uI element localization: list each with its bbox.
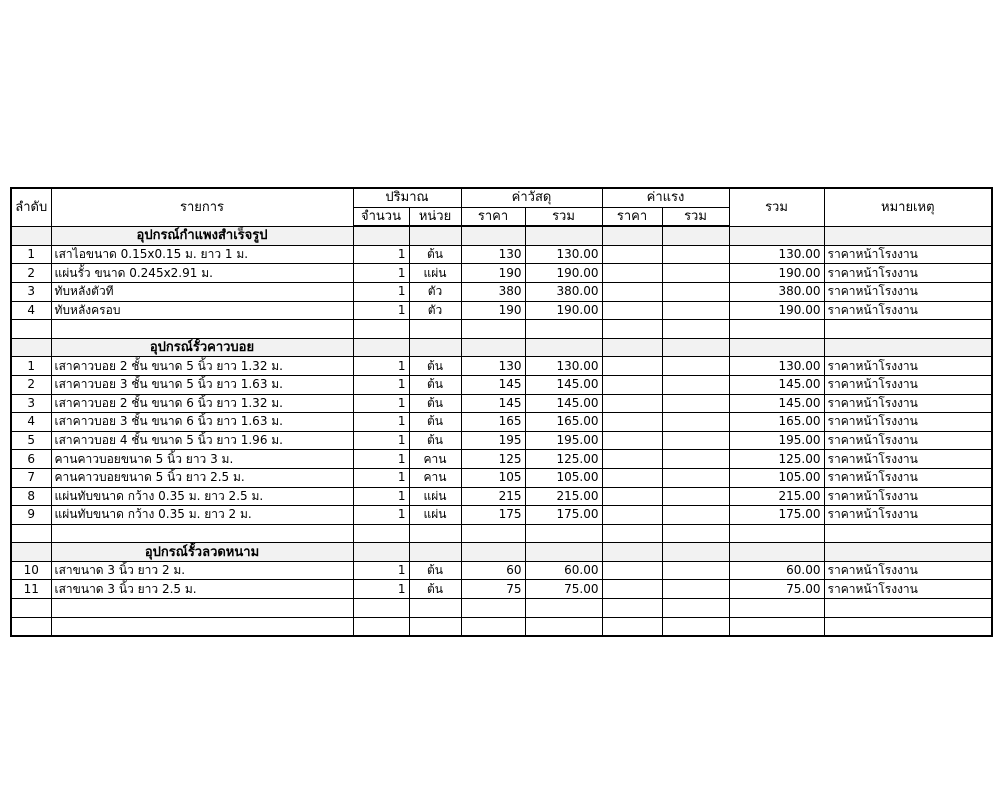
table-row	[11, 487, 992, 506]
cell-material-price: 380	[461, 282, 525, 301]
empty-cell	[662, 543, 729, 562]
cell-item: เสาคาวบอย 3 ชั้น ขนาด 6 นิ้ว ยาว 1.63 ม.	[51, 413, 353, 432]
cell-labor-price	[602, 506, 662, 525]
cell-remark: ราคาหน้าโรงงาน	[824, 282, 992, 301]
empty-cell	[11, 617, 51, 636]
cell-material-price: 125	[461, 450, 525, 469]
cell-unit: ต้น	[409, 413, 461, 432]
empty-cell	[51, 617, 353, 636]
header-qty-unit: หน่วย	[409, 207, 461, 226]
empty-cell	[51, 599, 353, 618]
cell-total: 190.00	[729, 301, 824, 320]
cell-item: แผ่นทับขนาด กว้าง 0.35 ม. ยาว 2 ม.	[51, 506, 353, 525]
cell-labor-price	[602, 413, 662, 432]
empty-cell	[11, 524, 51, 543]
empty-cell	[662, 617, 729, 636]
empty-cell	[461, 617, 525, 636]
cell-qty: 1	[353, 245, 409, 264]
cell-qty: 1	[353, 506, 409, 525]
cell-no: 11	[11, 580, 51, 599]
cell-material-price: 145	[461, 394, 525, 413]
cell-no: 6	[11, 450, 51, 469]
blank-row	[11, 617, 992, 636]
empty-cell	[729, 617, 824, 636]
empty-cell	[409, 226, 461, 245]
cell-material-price: 130	[461, 245, 525, 264]
cell-unit: ต้น	[409, 357, 461, 376]
cell-qty: 1	[353, 450, 409, 469]
header-no: ลำดับ	[11, 188, 51, 226]
empty-cell	[824, 524, 992, 543]
table-row	[11, 413, 992, 432]
empty-cell	[662, 338, 729, 357]
blank-row	[11, 524, 992, 543]
cell-labor-price	[602, 282, 662, 301]
cell-labor-price	[602, 431, 662, 450]
cell-remark: ราคาหน้าโรงงาน	[824, 301, 992, 320]
cell-qty: 1	[353, 394, 409, 413]
empty-cell	[11, 226, 51, 245]
table-row	[11, 506, 992, 525]
empty-cell	[824, 543, 992, 562]
cell-unit: ต้น	[409, 561, 461, 580]
empty-cell	[602, 320, 662, 339]
empty-cell	[461, 226, 525, 245]
cell-item: เสาคาวบอย 2 ชั้น ขนาด 5 นิ้ว ยาว 1.32 ม.	[51, 357, 353, 376]
empty-cell	[525, 226, 602, 245]
table-row	[11, 282, 992, 301]
cell-no: 10	[11, 561, 51, 580]
cell-item: เสาขนาด 3 นิ้ว ยาว 2.5 ม.	[51, 580, 353, 599]
cell-item: คานคาวบอยขนาด 5 นิ้ว ยาว 2.5 ม.	[51, 468, 353, 487]
cell-labor-price	[602, 357, 662, 376]
cell-total: 215.00	[729, 487, 824, 506]
empty-cell	[51, 320, 353, 339]
table-row	[11, 431, 992, 450]
cell-no: 2	[11, 375, 51, 394]
empty-cell	[602, 226, 662, 245]
cell-material-price: 60	[461, 561, 525, 580]
cell-item: ทับหลังครอบ	[51, 301, 353, 320]
empty-cell	[525, 338, 602, 357]
cell-item: เสาขนาด 3 นิ้ว ยาว 2 ม.	[51, 561, 353, 580]
section-header-row	[11, 226, 992, 245]
empty-cell	[461, 524, 525, 543]
cell-material-price: 215	[461, 487, 525, 506]
table-row	[11, 375, 992, 394]
header-labor-price: ราคา	[602, 207, 662, 226]
cell-no: 7	[11, 468, 51, 487]
cell-material-price: 195	[461, 431, 525, 450]
cell-material-total: 190.00	[525, 264, 602, 283]
empty-cell	[409, 599, 461, 618]
cell-total: 60.00	[729, 561, 824, 580]
cell-remark: ราคาหน้าโรงงาน	[824, 245, 992, 264]
empty-cell	[824, 617, 992, 636]
cell-qty: 1	[353, 282, 409, 301]
cell-no: 9	[11, 506, 51, 525]
cell-remark: ราคาหน้าโรงงาน	[824, 561, 992, 580]
cell-unit: คาน	[409, 450, 461, 469]
empty-cell	[11, 320, 51, 339]
table-row	[11, 357, 992, 376]
section-title: อุปกรณ์กำแพงสำเร็จรูป	[51, 226, 353, 245]
cell-labor-total	[662, 375, 729, 394]
table-row	[11, 301, 992, 320]
cell-material-total: 145.00	[525, 394, 602, 413]
cell-remark: ราคาหน้าโรงงาน	[824, 450, 992, 469]
cell-material-total: 165.00	[525, 413, 602, 432]
cell-labor-total	[662, 431, 729, 450]
cell-unit: ตัว	[409, 301, 461, 320]
cell-labor-price	[602, 487, 662, 506]
cell-material-total: 130.00	[525, 245, 602, 264]
header-labor-total: รวม	[662, 207, 729, 226]
cell-labor-price	[602, 394, 662, 413]
section-title: อุปกรณ์รั้วลวดหนาม	[51, 543, 353, 562]
cell-labor-total	[662, 450, 729, 469]
cell-material-total: 130.00	[525, 357, 602, 376]
header-qty-amount: จำนวน	[353, 207, 409, 226]
empty-cell	[353, 338, 409, 357]
empty-cell	[409, 543, 461, 562]
cell-material-total: 175.00	[525, 506, 602, 525]
cell-qty: 1	[353, 413, 409, 432]
cell-labor-price	[602, 468, 662, 487]
empty-cell	[729, 226, 824, 245]
cell-material-price: 190	[461, 264, 525, 283]
table-row	[11, 561, 992, 580]
cell-material-total: 380.00	[525, 282, 602, 301]
cell-material-price: 175	[461, 506, 525, 525]
cell-unit: คาน	[409, 468, 461, 487]
cell-labor-total	[662, 282, 729, 301]
section-header-row	[11, 543, 992, 562]
empty-cell	[729, 338, 824, 357]
cell-no: 3	[11, 394, 51, 413]
cell-no: 3	[11, 282, 51, 301]
cell-labor-total	[662, 487, 729, 506]
cell-total: 165.00	[729, 413, 824, 432]
empty-cell	[729, 524, 824, 543]
cell-labor-price	[602, 580, 662, 599]
empty-cell	[409, 524, 461, 543]
empty-cell	[602, 524, 662, 543]
cell-remark: ราคาหน้าโรงงาน	[824, 357, 992, 376]
cell-total: 125.00	[729, 450, 824, 469]
cell-labor-total	[662, 468, 729, 487]
cell-remark: ราคาหน้าโรงงาน	[824, 580, 992, 599]
cell-material-price: 190	[461, 301, 525, 320]
cell-qty: 1	[353, 264, 409, 283]
cell-material-total: 75.00	[525, 580, 602, 599]
blank-row	[11, 599, 992, 618]
cell-labor-price	[602, 375, 662, 394]
empty-cell	[602, 617, 662, 636]
price-table	[10, 187, 993, 637]
empty-cell	[353, 599, 409, 618]
header-material-price: ราคา	[461, 207, 525, 226]
cell-unit: แผ่น	[409, 264, 461, 283]
cell-total: 105.00	[729, 468, 824, 487]
cell-unit: แผ่น	[409, 487, 461, 506]
cell-labor-total	[662, 413, 729, 432]
price-list-sheet	[10, 187, 993, 637]
cell-material-price: 75	[461, 580, 525, 599]
cell-material-price: 165	[461, 413, 525, 432]
empty-cell	[353, 226, 409, 245]
cell-qty: 1	[353, 431, 409, 450]
cell-qty: 1	[353, 301, 409, 320]
header-labor: ค่าแรง	[602, 188, 729, 207]
cell-labor-price	[602, 301, 662, 320]
cell-total: 175.00	[729, 506, 824, 525]
cell-qty: 1	[353, 487, 409, 506]
cell-qty: 1	[353, 375, 409, 394]
cell-remark: ราคาหน้าโรงงาน	[824, 487, 992, 506]
cell-material-total: 195.00	[525, 431, 602, 450]
empty-cell	[602, 338, 662, 357]
cell-unit: ต้น	[409, 580, 461, 599]
cell-item: แผ่นรั้ว ขนาด 0.245x2.91 ม.	[51, 264, 353, 283]
cell-remark: ราคาหน้าโรงงาน	[824, 506, 992, 525]
empty-cell	[662, 599, 729, 618]
cell-total: 75.00	[729, 580, 824, 599]
cell-total: 145.00	[729, 394, 824, 413]
cell-total: 130.00	[729, 357, 824, 376]
table-body	[11, 226, 992, 636]
cell-material-price: 130	[461, 357, 525, 376]
empty-cell	[11, 599, 51, 618]
cell-unit: ต้น	[409, 431, 461, 450]
empty-cell	[409, 338, 461, 357]
cell-item: เสาคาวบอย 2 ชั้น ขนาด 6 นิ้ว ยาว 1.32 ม.	[51, 394, 353, 413]
cell-remark: ราคาหน้าโรงงาน	[824, 431, 992, 450]
empty-cell	[525, 543, 602, 562]
empty-cell	[51, 524, 353, 543]
header-quantity: ปริมาณ	[353, 188, 461, 207]
cell-no: 4	[11, 413, 51, 432]
cell-item: เสาไอขนาด 0.15x0.15 ม. ยาว 1 ม.	[51, 245, 353, 264]
table-row	[11, 468, 992, 487]
table-row	[11, 580, 992, 599]
empty-cell	[525, 524, 602, 543]
empty-cell	[525, 320, 602, 339]
cell-no: 8	[11, 487, 51, 506]
cell-remark: ราคาหน้าโรงงาน	[824, 468, 992, 487]
cell-labor-total	[662, 561, 729, 580]
cell-material-total: 105.00	[525, 468, 602, 487]
table-row	[11, 264, 992, 283]
cell-qty: 1	[353, 561, 409, 580]
blank-row	[11, 320, 992, 339]
empty-cell	[461, 338, 525, 357]
empty-cell	[353, 543, 409, 562]
table-row	[11, 450, 992, 469]
cell-no: 1	[11, 245, 51, 264]
empty-cell	[824, 338, 992, 357]
empty-cell	[461, 543, 525, 562]
empty-cell	[353, 617, 409, 636]
cell-unit: ต้น	[409, 394, 461, 413]
cell-labor-price	[602, 561, 662, 580]
cell-labor-price	[602, 264, 662, 283]
cell-labor-total	[662, 357, 729, 376]
empty-cell	[409, 617, 461, 636]
empty-cell	[461, 320, 525, 339]
cell-labor-total	[662, 506, 729, 525]
cell-material-total: 60.00	[525, 561, 602, 580]
cell-qty: 1	[353, 468, 409, 487]
empty-cell	[353, 320, 409, 339]
table-row	[11, 394, 992, 413]
empty-cell	[525, 617, 602, 636]
empty-cell	[461, 599, 525, 618]
cell-no: 2	[11, 264, 51, 283]
header-material: ค่าวัสดุ	[461, 188, 602, 207]
cell-no: 1	[11, 357, 51, 376]
empty-cell	[729, 543, 824, 562]
empty-cell	[525, 599, 602, 618]
cell-material-total: 190.00	[525, 301, 602, 320]
cell-item: คานคาวบอยขนาด 5 นิ้ว ยาว 3 ม.	[51, 450, 353, 469]
empty-cell	[729, 320, 824, 339]
section-title: อุปกรณ์รั้วคาวบอย	[51, 338, 353, 357]
empty-cell	[824, 599, 992, 618]
empty-cell	[729, 599, 824, 618]
cell-total: 190.00	[729, 264, 824, 283]
cell-remark: ราคาหน้าโรงงาน	[824, 264, 992, 283]
cell-labor-total	[662, 580, 729, 599]
empty-cell	[662, 524, 729, 543]
header-item: รายการ	[51, 188, 353, 226]
cell-labor-total	[662, 394, 729, 413]
cell-qty: 1	[353, 580, 409, 599]
cell-labor-total	[662, 301, 729, 320]
empty-cell	[824, 226, 992, 245]
empty-cell	[602, 599, 662, 618]
cell-item: ทับหลังตัวที	[51, 282, 353, 301]
empty-cell	[602, 543, 662, 562]
cell-total: 130.00	[729, 245, 824, 264]
cell-item: เสาคาวบอย 3 ชั้น ขนาด 5 นิ้ว ยาว 1.63 ม.	[51, 375, 353, 394]
cell-item: แผ่นทับขนาด กว้าง 0.35 ม. ยาว 2.5 ม.	[51, 487, 353, 506]
cell-unit: ต้น	[409, 245, 461, 264]
empty-cell	[662, 226, 729, 245]
cell-labor-total	[662, 245, 729, 264]
cell-labor-total	[662, 264, 729, 283]
cell-qty: 1	[353, 357, 409, 376]
cell-remark: ราคาหน้าโรงงาน	[824, 375, 992, 394]
header-material-total: รวม	[525, 207, 602, 226]
cell-unit: ต้น	[409, 375, 461, 394]
empty-cell	[824, 320, 992, 339]
empty-cell	[11, 338, 51, 357]
cell-unit: แผ่น	[409, 506, 461, 525]
header-remark: หมายเหตุ	[824, 188, 992, 226]
cell-item: เสาคาวบอย 4 ชั้น ขนาด 5 นิ้ว ยาว 1.96 ม.	[51, 431, 353, 450]
header-total: รวม	[729, 188, 824, 226]
empty-cell	[353, 524, 409, 543]
cell-total: 195.00	[729, 431, 824, 450]
cell-material-total: 215.00	[525, 487, 602, 506]
cell-material-total: 125.00	[525, 450, 602, 469]
empty-cell	[662, 320, 729, 339]
table-row	[11, 245, 992, 264]
cell-material-total: 145.00	[525, 375, 602, 394]
cell-total: 380.00	[729, 282, 824, 301]
empty-cell	[11, 543, 51, 562]
cell-material-price: 145	[461, 375, 525, 394]
cell-total: 145.00	[729, 375, 824, 394]
cell-labor-price	[602, 450, 662, 469]
cell-labor-price	[602, 245, 662, 264]
empty-cell	[409, 320, 461, 339]
cell-unit: ตัว	[409, 282, 461, 301]
cell-no: 5	[11, 431, 51, 450]
cell-no: 4	[11, 301, 51, 320]
cell-remark: ราคาหน้าโรงงาน	[824, 413, 992, 432]
cell-material-price: 105	[461, 468, 525, 487]
cell-remark: ราคาหน้าโรงงาน	[824, 394, 992, 413]
section-header-row	[11, 338, 992, 357]
